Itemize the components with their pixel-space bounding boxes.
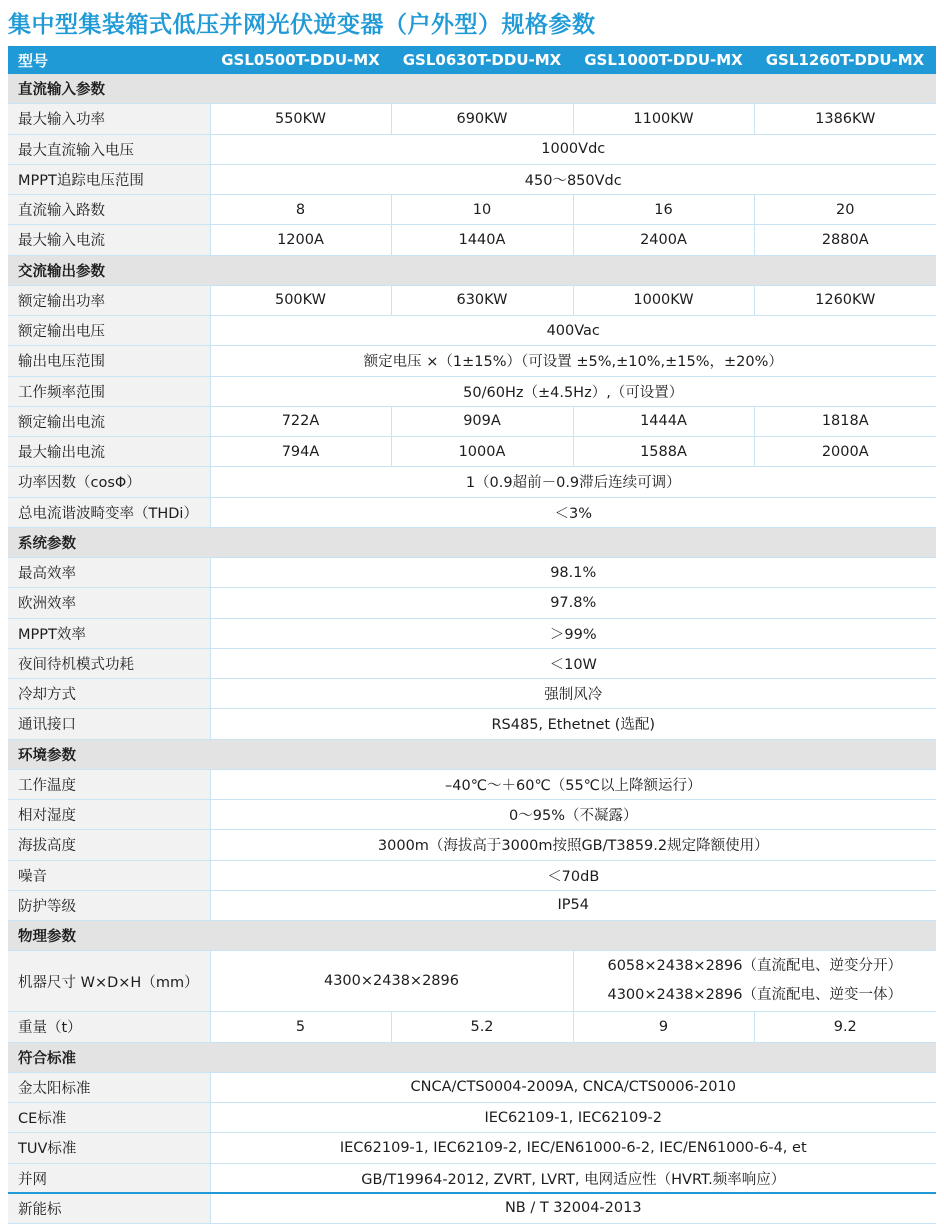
cell-value: 690KW xyxy=(391,104,573,134)
table-row xyxy=(8,679,936,709)
cell-value: 1100KW xyxy=(573,104,754,134)
table-row xyxy=(8,648,936,678)
cell-value: 2880A xyxy=(754,225,936,255)
header-model: GSL1000T-DDU-MX xyxy=(573,46,754,74)
cell-value: IEC62109-1, IEC62109-2 xyxy=(210,1103,936,1133)
section-title: 物理参数 xyxy=(8,921,936,951)
cell-value: 9.2 xyxy=(754,1012,936,1042)
row-label: 总电流谐波畸变率（THDi） xyxy=(8,497,210,527)
row-label: 最大输入功率 xyxy=(8,104,210,134)
cell-value: –40℃～＋60℃（55℃以上降额运行） xyxy=(210,769,936,799)
table-row xyxy=(8,860,936,890)
cell-value: 1588A xyxy=(573,437,754,467)
row-label: MPPT效率 xyxy=(8,618,210,648)
cell-value: 97.8% xyxy=(210,588,936,618)
table-row xyxy=(8,346,936,376)
cell-value: IEC62109-1, IEC62109-2, IEC/EN61000-6-2, IEC/EN61000-6-4, et xyxy=(210,1133,936,1163)
table-row xyxy=(8,1133,936,1163)
row-label: 最高效率 xyxy=(8,558,210,588)
table-row xyxy=(8,800,936,830)
table-row xyxy=(8,225,936,255)
row-label: 重量（t） xyxy=(8,1012,210,1042)
cell-value: 16 xyxy=(573,195,754,225)
cell-value: 500KW xyxy=(210,285,391,315)
row-label: 冷却方式 xyxy=(8,679,210,709)
cell-value: 50/60Hz（±4.5Hz）,（可设置） xyxy=(210,376,936,406)
section-title: 系统参数 xyxy=(8,527,936,557)
cell-value: 550KW xyxy=(210,104,391,134)
row-label: 功率因数（cosΦ） xyxy=(8,467,210,497)
section-header-environment xyxy=(8,739,936,769)
section-title: 交流输出参数 xyxy=(8,255,936,285)
cell-value: 0～95%（不凝露） xyxy=(210,800,936,830)
cell-value: 1（0.9超前－0.9滞后连续可调） xyxy=(210,467,936,497)
header-label: 型号 xyxy=(8,46,210,74)
table-row xyxy=(8,1163,936,1193)
row-label: TUV标准 xyxy=(8,1133,210,1163)
row-label: 并网 xyxy=(8,1163,210,1193)
table-row xyxy=(8,1193,936,1223)
cell-value: 1386KW xyxy=(754,104,936,134)
row-label: 相对湿度 xyxy=(8,800,210,830)
cell-value: 8 xyxy=(210,195,391,225)
table-row xyxy=(8,951,936,1012)
row-label: 额定输出电流 xyxy=(8,406,210,436)
row-label: 通讯接口 xyxy=(8,709,210,739)
cell-value: 4300×2438×2896 xyxy=(210,951,573,1012)
cell-value: 909A xyxy=(391,406,573,436)
table-row xyxy=(8,134,936,164)
section-title: 符合标准 xyxy=(8,1042,936,1072)
cell-value: 1818A xyxy=(754,406,936,436)
table-row xyxy=(8,406,936,436)
spec-table xyxy=(8,46,936,1224)
table-row xyxy=(8,1012,936,1042)
cell-line: 4300×2438×2896（直流配电、逆变一体） xyxy=(607,987,902,1004)
row-label: 海拔高度 xyxy=(8,830,210,860)
table-row xyxy=(8,195,936,225)
table-row xyxy=(8,316,936,346)
header-model: GSL1260T-DDU-MX xyxy=(754,46,936,74)
table-row xyxy=(8,1072,936,1102)
bottom-rule xyxy=(8,1192,936,1194)
row-label: CE标准 xyxy=(8,1103,210,1133)
section-title: 环境参数 xyxy=(8,739,936,769)
table-row xyxy=(8,376,936,406)
cell-value: 1000Vdc xyxy=(210,134,936,164)
table-row xyxy=(8,709,936,739)
table-row xyxy=(8,497,936,527)
cell-value: 794A xyxy=(210,437,391,467)
cell-value-multi xyxy=(573,951,936,1012)
row-label: 额定输出电压 xyxy=(8,316,210,346)
row-label: 直流输入路数 xyxy=(8,195,210,225)
cell-value: RS485, Ethetnet (选配) xyxy=(210,709,936,739)
row-label: MPPT追踪电压范围 xyxy=(8,164,210,194)
table-row xyxy=(8,1103,936,1133)
section-header-physical xyxy=(8,921,936,951)
cell-value: 1000A xyxy=(391,437,573,467)
row-label: 工作频率范围 xyxy=(8,376,210,406)
row-label: 新能标 xyxy=(8,1193,210,1223)
cell-value: 400Vac xyxy=(210,316,936,346)
table-row xyxy=(8,285,936,315)
cell-value: NB / T 32004-2013 xyxy=(210,1193,936,1223)
cell-value: 20 xyxy=(754,195,936,225)
row-label: 欧洲效率 xyxy=(8,588,210,618)
row-label: 最大输出电流 xyxy=(8,437,210,467)
cell-value: GB/T19964-2012, ZVRT, LVRT, 电网适应性（HVRT.频率响应） xyxy=(210,1163,936,1193)
row-label: 防护等级 xyxy=(8,890,210,920)
row-label: 最大直流输入电压 xyxy=(8,134,210,164)
header-model: GSL0500T-DDU-MX xyxy=(210,46,391,74)
row-label: 工作温度 xyxy=(8,769,210,799)
row-label: 最大输入电流 xyxy=(8,225,210,255)
table-row xyxy=(8,467,936,497)
cell-value: 10 xyxy=(391,195,573,225)
cell-value: 722A xyxy=(210,406,391,436)
section-header-standards xyxy=(8,1042,936,1072)
row-label: 机器尺寸 W×D×H（mm） xyxy=(8,951,210,1012)
cell-value: 9 xyxy=(573,1012,754,1042)
cell-value: 3000m（海拔高于3000m按照GB/T3859.2规定降额使用） xyxy=(210,830,936,860)
cell-value: 强制风冷 xyxy=(210,679,936,709)
cell-value: ＜10W xyxy=(210,648,936,678)
cell-value: ＜3% xyxy=(210,497,936,527)
cell-value: 1440A xyxy=(391,225,573,255)
table-row xyxy=(8,437,936,467)
row-label: 噪音 xyxy=(8,860,210,890)
table-row xyxy=(8,830,936,860)
page-title: 集中型集装箱式低压并网光伏逆变器（户外型）规格参数 xyxy=(8,12,596,38)
cell-value: 2000A xyxy=(754,437,936,467)
section-header-system xyxy=(8,527,936,557)
section-header-ac-output xyxy=(8,255,936,285)
table-row xyxy=(8,769,936,799)
table-row xyxy=(8,164,936,194)
table-header-row xyxy=(8,46,936,74)
cell-value: ＜70dB xyxy=(210,860,936,890)
section-header-dc-input xyxy=(8,74,936,104)
cell-line: 6058×2438×2896（直流配电、逆变分开） xyxy=(607,958,902,975)
header-model: GSL0630T-DDU-MX xyxy=(391,46,573,74)
row-label: 输出电压范围 xyxy=(8,346,210,376)
cell-value: IP54 xyxy=(210,890,936,920)
cell-value: 1260KW xyxy=(754,285,936,315)
cell-value: 2400A xyxy=(573,225,754,255)
table-row xyxy=(8,618,936,648)
table-row xyxy=(8,104,936,134)
cell-value: CNCA/CTS0004-2009A, CNCA/CTS0006-2010 xyxy=(210,1072,936,1102)
cell-value: 98.1% xyxy=(210,558,936,588)
cell-value: 630KW xyxy=(391,285,573,315)
table-row xyxy=(8,558,936,588)
row-label: 夜间待机模式功耗 xyxy=(8,648,210,678)
row-label: 金太阳标准 xyxy=(8,1072,210,1102)
cell-value: 5.2 xyxy=(391,1012,573,1042)
row-label: 额定输出功率 xyxy=(8,285,210,315)
cell-value: 1200A xyxy=(210,225,391,255)
cell-value: 1000KW xyxy=(573,285,754,315)
cell-value: 5 xyxy=(210,1012,391,1042)
cell-value: 450～850Vdc xyxy=(210,164,936,194)
cell-value: 1444A xyxy=(573,406,754,436)
table-row xyxy=(8,588,936,618)
section-title: 直流输入参数 xyxy=(8,74,936,104)
cell-value: 额定电压 ×（1±15%）（可设置 ±5%,±10%,±15%，±20%） xyxy=(210,346,936,376)
cell-value: ＞99% xyxy=(210,618,936,648)
table-row xyxy=(8,890,936,920)
